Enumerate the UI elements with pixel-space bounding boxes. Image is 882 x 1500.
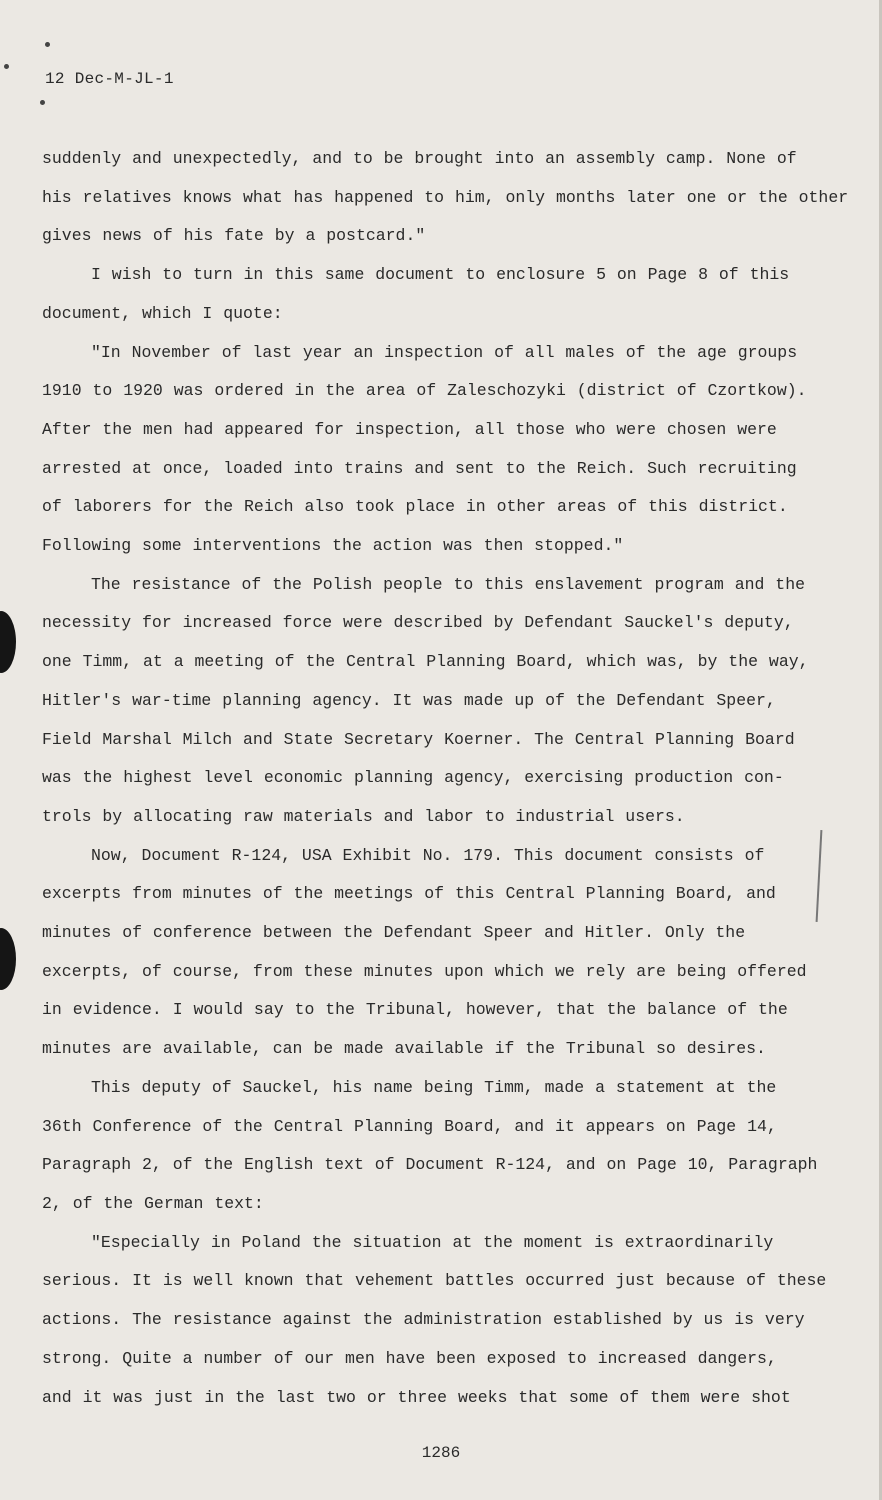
text-line: After the men had appeared for inspection, all those who were chosen were bbox=[42, 419, 777, 439]
staple-mark-bottom bbox=[40, 100, 45, 105]
text-line: This deputy of Sauckel, his name being Timm, made a statement at the bbox=[91, 1077, 777, 1097]
text-line: Field Marshal Milch and State Secretary Koerner. The Central Planning Board bbox=[42, 729, 795, 749]
text-line: in evidence. I would say to the Tribunal, however, that the balance of the bbox=[42, 1000, 788, 1020]
text-line: was the highest level economic planning agency, exercising production con- bbox=[42, 768, 784, 788]
page-header-ref: 12 Dec-M-JL-1 bbox=[45, 70, 174, 88]
text-line: Paragraph 2, of the English text of Document R-124, and on Page 10, Paragraph bbox=[42, 1155, 818, 1175]
text-line: excerpts from minutes of the meetings of this Central Planning Board, and bbox=[42, 884, 776, 904]
text-line: serious. It is well known that vehement battles occurred just because of these bbox=[42, 1271, 827, 1291]
punch-hole-lower bbox=[0, 928, 16, 990]
text-line: arrested at once, loaded into trains and sent to the Reich. Such recruiting bbox=[42, 458, 797, 478]
text-line: one Timm, at a meeting of the Central Planning Board, which was, by the way, bbox=[42, 652, 809, 672]
text-line: "Especially in Poland the situation at the moment is extraordinarily bbox=[91, 1232, 774, 1252]
text-line: actions. The resistance against the administration established by us is very bbox=[42, 1310, 805, 1330]
text-line: necessity for increased force were described by Defendant Sauckel's deputy, bbox=[42, 613, 794, 633]
text-line: 2, of the German text: bbox=[42, 1193, 264, 1213]
text-line: 1910 to 1920 was ordered in the area of Zaleschozyki (district of Czortkow). bbox=[42, 381, 807, 401]
text-line: I wish to turn in this same document to enclosure 5 on Page 8 of this bbox=[91, 265, 790, 285]
text-line: strong. Quite a number of our men have been exposed to increased dangers, bbox=[42, 1348, 777, 1368]
staple-mark-left bbox=[4, 64, 9, 69]
text-line: The resistance of the Polish people to this enslavement program and the bbox=[91, 574, 806, 594]
text-line: trols by allocating raw materials and labor to industrial users. bbox=[42, 806, 685, 826]
text-line: minutes are available, can be made available if the Tribunal so desires. bbox=[42, 1039, 766, 1059]
text-line: suddenly and unexpectedly, and to be brought into an assembly camp. None of bbox=[42, 149, 797, 168]
text-line: Following some interventions the action was then stopped." bbox=[42, 536, 624, 556]
text-line: of laborers for the Reich also took place in other areas of this district. bbox=[42, 497, 788, 517]
text-line: document, which I quote: bbox=[42, 303, 283, 323]
page-number: 1286 bbox=[421, 1444, 461, 1462]
text-line: 36th Conference of the Central Planning Board, and it appears on Page 14, bbox=[42, 1116, 777, 1136]
text-line: excerpts, of course, from these minutes upon which we rely are being offered bbox=[42, 961, 807, 981]
document-body bbox=[42, 140, 849, 1417]
text-line: "In November of last year an inspection of all males of the age groups bbox=[91, 342, 798, 362]
text-line: Now, Document R-124, USA Exhibit No. 179. This document consists of bbox=[91, 845, 765, 865]
punch-hole-upper bbox=[0, 611, 16, 673]
text-line: his relatives knows what has happened to him, only months later one or the other bbox=[42, 187, 849, 207]
text-line: and it was just in the last two or three weeks that some of them were shot bbox=[42, 1387, 791, 1407]
text-line: Hitler's war-time planning agency. It was made up of the Defendant Speer, bbox=[42, 690, 776, 710]
staple-mark-top bbox=[45, 42, 50, 47]
text-line: minutes of conference between the Defendant Speer and Hitler. Only the bbox=[42, 923, 746, 943]
text-line: gives news of his fate by a postcard." bbox=[42, 226, 426, 246]
